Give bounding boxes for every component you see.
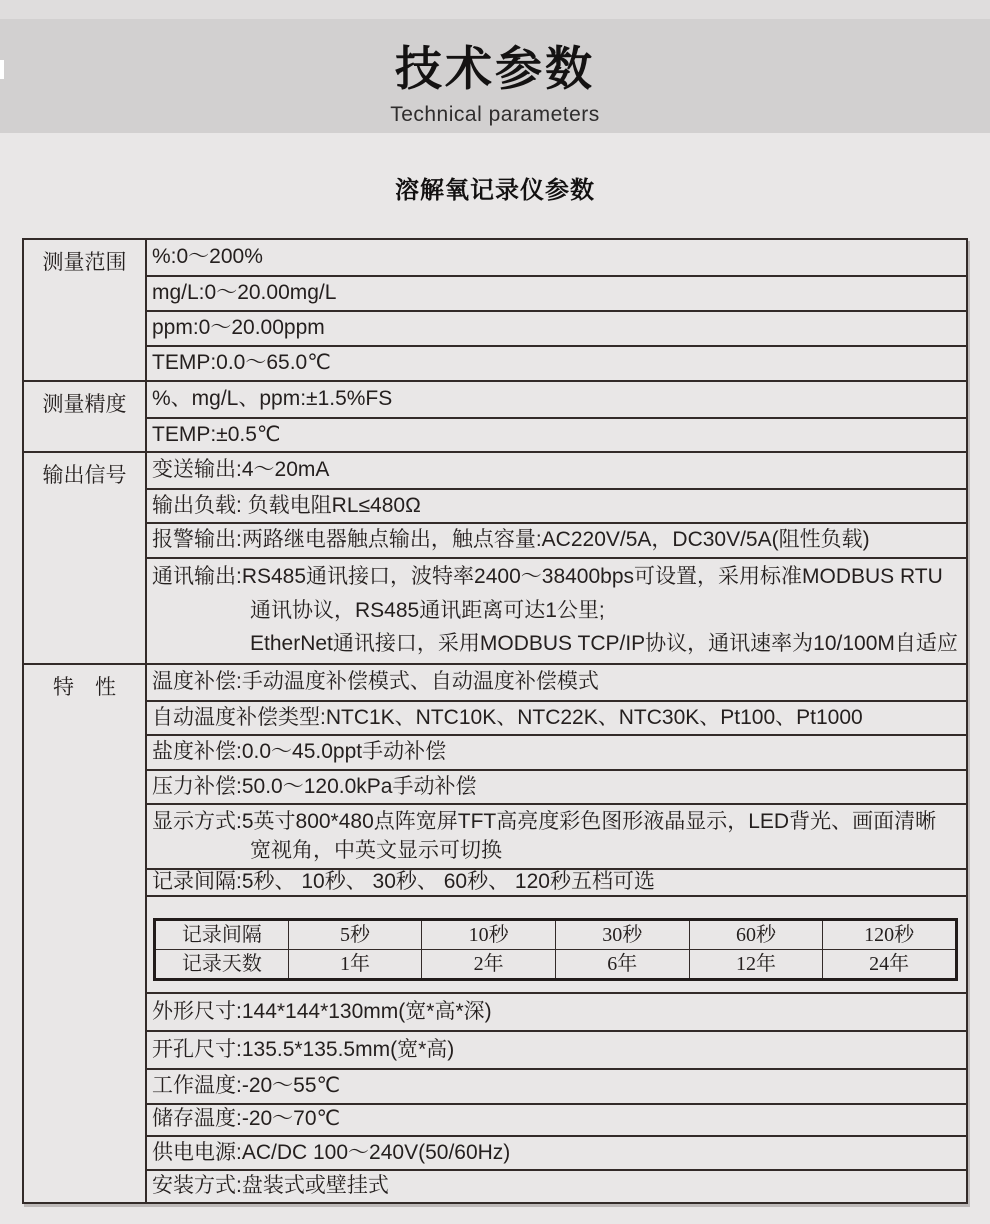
page-title: 技术参数 <box>395 42 595 95</box>
section-output-signal <box>24 451 966 663</box>
page-subtitle-en: Technical parameters <box>390 103 600 126</box>
comm-output-line3: EtherNet通讯接口，采用MODBUS TCP/IP协议，通讯速率为10/100M自适应 <box>250 632 958 656</box>
spec-row-output-load: 输出负载: 负载电阻RL≤480Ω <box>147 488 966 523</box>
section-features <box>24 663 966 1202</box>
spec-row-range-temp: TEMP:0.0～65.0℃ <box>147 345 966 380</box>
display-mode-line2: 宽视角，中英文显示可切换 <box>250 839 502 863</box>
spec-row-accuracy-temp: TEMP:±0.5℃ <box>147 417 966 452</box>
doc-section-title: 溶解氧记录仪参数 <box>395 177 595 204</box>
record-table-header-row <box>155 920 957 950</box>
record-interval-table <box>153 918 958 981</box>
spec-row-range-ppm: ppm:0～20.00ppm <box>147 310 966 345</box>
record-table-cell: 记录天数 <box>155 950 289 980</box>
record-table-cell: 30秒 <box>555 920 689 950</box>
record-table-data-row <box>155 950 957 980</box>
spec-table <box>22 238 968 1204</box>
section-measurement-accuracy <box>24 380 966 451</box>
spec-row-transmit-output: 变送输出:4～20mA <box>152 458 330 482</box>
section-label-output-signal: 输出信号 <box>24 453 147 663</box>
spec-row-pressure-compensation: 压力补偿:50.0～120.0kPa手动补偿 <box>147 769 966 804</box>
spec-row-mounting: 安装方式:盘装式或壁挂式 <box>147 1169 966 1202</box>
top-strip <box>0 0 990 19</box>
comm-output-line2: 通讯协议，RS485通讯距离可达1公里; <box>250 598 605 622</box>
spec-row-power-supply: 供电电源:AC/DC 100～240V(50/60Hz) <box>147 1135 966 1170</box>
spec-row-auto-temp-comp-types: 自动温度补偿类型:NTC1K、NTC10K、NTC22K、NTC30K、Pt100、Pt1000 <box>147 700 966 735</box>
section-measurement-range <box>24 240 966 380</box>
record-table-cell: 24年 <box>823 950 957 980</box>
display-mode-line1: 显示方式:5英寸800*480点阵宽屏TFT高亮度彩色图形液晶显示，LED背光、画面清晰 <box>152 809 937 833</box>
record-table-cell: 60秒 <box>689 920 823 950</box>
comm-output-line1: 通讯输出:RS485通讯接口，波特率2400～38400bps可设置，采用标准MODBUS RTU <box>152 565 943 589</box>
record-table-cell: 记录间隔 <box>155 920 289 950</box>
record-table-cell: 120秒 <box>823 920 957 950</box>
spec-row-temp-compensation: 温度补偿:手动温度补偿模式、自动温度补偿模式 <box>152 670 599 694</box>
spec-row-alarm-output: 报警输出:两路继电器触点输出，触点容量:AC220V/5A，DC30V/5A(阻性负载) <box>147 522 966 557</box>
record-table-cell: 5秒 <box>288 920 422 950</box>
record-table-cell: 2年 <box>422 950 556 980</box>
record-table-cell: 6年 <box>555 950 689 980</box>
spec-row-storage-temp: 储存温度:-20～70℃ <box>147 1103 966 1135</box>
spec-row-cutout-dimensions: 开孔尺寸:135.5*135.5mm(宽*高) <box>147 1030 966 1068</box>
spec-row-outer-dimensions: 外形尺寸:144*144*130mm(宽*高*深) <box>147 992 966 1030</box>
spec-row-accuracy-main: %、mg/L、ppm:±1.5%FS <box>152 387 393 411</box>
section-label-features: 特 性 <box>24 665 147 1202</box>
section-label-measurement-range: 测量范围 <box>24 240 147 380</box>
spec-row-record-interval: 记录间隔:5秒、 10秒、 30秒、 60秒、 120秒五档可选 <box>147 868 966 895</box>
spec-row-salinity-compensation: 盐度补偿:0.0～45.0ppt手动补偿 <box>147 734 966 769</box>
record-table-cell: 10秒 <box>422 920 556 950</box>
section-label-measurement-accuracy: 测量精度 <box>24 382 147 451</box>
spec-row-range-percent: %:0～200% <box>152 245 263 269</box>
spec-row-working-temp: 工作温度:-20～55℃ <box>147 1068 966 1103</box>
scan-notch <box>0 60 4 79</box>
spec-row-record-table <box>147 895 966 992</box>
spec-row-comm-output <box>147 557 966 664</box>
spec-row-display-mode <box>147 803 966 868</box>
header-band <box>0 19 990 133</box>
record-table-cell: 12年 <box>689 950 823 980</box>
record-table-cell: 1年 <box>288 950 422 980</box>
spec-row-range-mgl: mg/L:0～20.00mg/L <box>147 275 966 310</box>
